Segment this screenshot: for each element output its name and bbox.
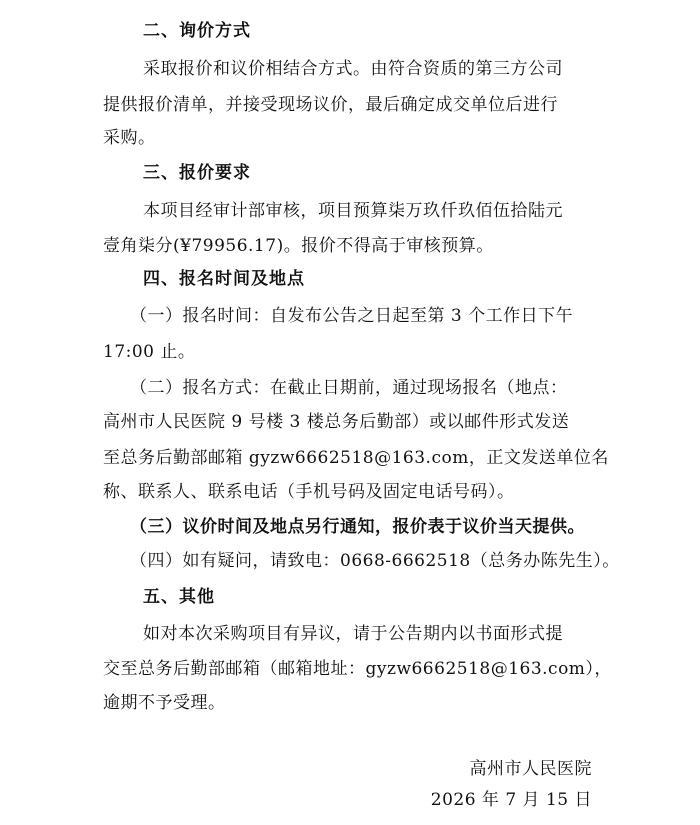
paragraph-line-bold: （三）议价时间及地点另行通知，报价表于议价当天提供。 xyxy=(130,517,585,537)
paragraph-line: 至总务后勤部邮箱 gyzw6662518@163.com，正文发送单位名 xyxy=(103,448,609,468)
paragraph-line: 本项目经审计部审核，项目预算柒万玖仟玖佰伍拾陆元 xyxy=(143,201,563,221)
paragraph-line: 逾期不予受理。 xyxy=(103,693,226,713)
section-heading-quotation-requirements: 三、报价要求 xyxy=(143,163,251,183)
paragraph-line: 称、联系人、联系电话（手机号码及固定电话号码）。 xyxy=(103,482,515,502)
paragraph-line: 壹角柒分(¥79956.17)。报价不得高于审核预算。 xyxy=(103,236,494,256)
signature-date: 2026 年 7 月 15 日 xyxy=(430,790,592,810)
paragraph-line: （二）报名方式：在截止日期前，通过现场报名（地点： xyxy=(130,378,568,398)
section-heading-registration-time-place: 四、报名时间及地点 xyxy=(143,269,305,289)
paragraph-line: 17:00 止。 xyxy=(103,342,196,362)
paragraph-line: 如对本次采购项目有异议，请于公告期内以书面形式提 xyxy=(143,624,563,644)
paragraph-line: 采取报价和议价相结合方式。由符合资质的第三方公司 xyxy=(143,59,563,79)
paragraph-line: （四）如有疑问，请致电：0668-6662518（总务办陈先生）。 xyxy=(130,551,620,571)
section-heading-inquiry-method: 二、询价方式 xyxy=(143,21,251,41)
section-heading-other: 五、其他 xyxy=(143,587,215,607)
paragraph-line: 提供报价清单，并接受现场议价，最后确定成交单位后进行 xyxy=(103,95,558,115)
paragraph-line: 交至总务后勤部邮箱（邮箱地址：gyzw6662518@163.com）， xyxy=(103,659,612,679)
signature-organization: 高州市人民医院 xyxy=(469,759,592,779)
paragraph-line: 高州市人民医院 9 号楼 3 楼总务后勤部）或以邮件形式发送 xyxy=(103,412,570,432)
paragraph-line: 采购。 xyxy=(103,128,156,148)
paragraph-line: （一）报名时间：自发布公告之日起至第 3 个工作日下午 xyxy=(130,306,574,326)
